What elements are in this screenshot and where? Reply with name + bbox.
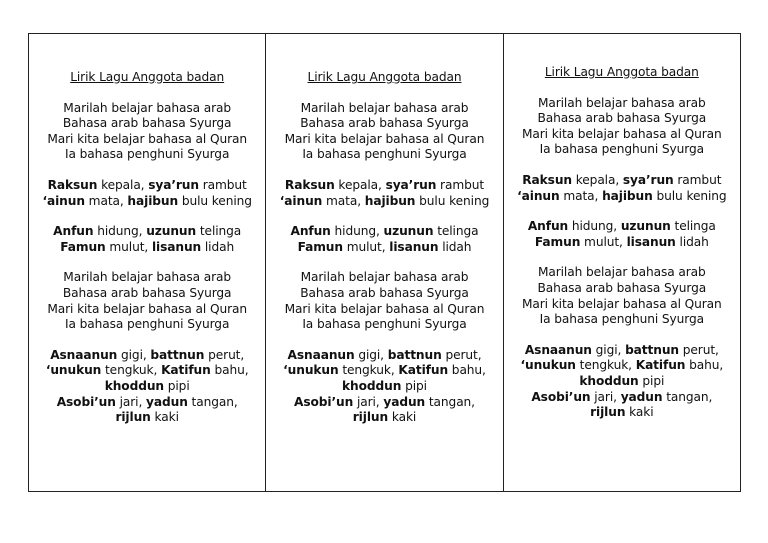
- arabic-term: yadun: [383, 394, 426, 409]
- lyrics-line: Bahasa arab bahasa Syurga: [62, 285, 232, 300]
- arabic-term: Anfun: [527, 219, 569, 234]
- lyrics-line: Mari kita belajar bahasa al Quran: [521, 296, 722, 311]
- arabic-term: hajibun: [602, 188, 653, 203]
- lyrics-line: Ia bahasa penghuni Syurga: [302, 147, 467, 162]
- lyrics-text: hidung,: [568, 219, 621, 234]
- lyrics-line: [270, 194, 498, 210]
- lyrics-stanza: [270, 348, 498, 426]
- lyrics-text: kepala,: [571, 172, 623, 187]
- arabic-term: lisanun: [151, 239, 202, 254]
- arabic-term: ‘ainun: [517, 188, 560, 203]
- lyrics-column-2: [265, 34, 502, 491]
- arabic-term: rijlun: [115, 410, 151, 425]
- lyrics-text: perut,: [679, 342, 719, 357]
- lyrics-text: mata,: [322, 193, 365, 208]
- lyrics-body: [33, 101, 261, 426]
- arabic-term: lisanun: [626, 234, 676, 249]
- lyrics-text: bulu kening: [178, 193, 252, 208]
- lyrics-line: [33, 379, 261, 395]
- arabic-term: Asobi’un: [531, 389, 591, 404]
- lyrics-line: [33, 395, 261, 426]
- lyrics-line: [270, 379, 498, 395]
- lyrics-line: [33, 178, 261, 194]
- arabic-term: Anfun: [290, 224, 331, 239]
- arabic-term: Asobi’un: [294, 394, 354, 409]
- arabic-term: Katifun: [398, 363, 449, 378]
- lyrics-stanza: [270, 270, 498, 332]
- lyrics-text: bahu,: [448, 363, 486, 378]
- lyrics-line: Mari kita belajar bahasa al Quran: [284, 301, 485, 316]
- arabic-term: Raksun: [47, 177, 98, 192]
- lyrics-text: mulut,: [105, 239, 152, 254]
- lyrics-line: Ia bahasa penghuni Syurga: [302, 317, 467, 332]
- lyrics-line: Bahasa arab bahasa Syurga: [300, 285, 469, 300]
- lyrics-line: [270, 178, 498, 194]
- lyrics-text: jari,: [353, 394, 384, 409]
- lyrics-line: [508, 173, 736, 189]
- lyrics-text: mata,: [84, 193, 128, 208]
- lyrics-text: gigi,: [354, 347, 388, 362]
- arabic-term: sya’run: [385, 177, 437, 192]
- lyrics-text: perut,: [204, 347, 245, 362]
- lyrics-line: [508, 219, 736, 235]
- lyrics-line: [33, 240, 261, 256]
- lyrics-stanza: [33, 178, 261, 209]
- lyrics-line: Bahasa arab bahasa Syurga: [537, 280, 707, 295]
- lyrics-text: kaki: [150, 410, 179, 425]
- lyrics-line: [508, 374, 736, 390]
- arabic-term: battnun: [625, 342, 679, 357]
- lyrics-text: kaki: [388, 410, 417, 425]
- arabic-term: ‘unukun: [45, 363, 102, 378]
- arabic-term: ‘unukun: [520, 358, 576, 373]
- lyrics-text: tengkuk,: [575, 358, 636, 373]
- lyrics-text: jari,: [115, 394, 147, 409]
- lyrics-stanza: [33, 101, 261, 163]
- lyrics-line: Marilah belajar bahasa arab: [537, 265, 706, 280]
- lyrics-line: [33, 224, 261, 240]
- lyrics-stanza: [33, 224, 261, 255]
- arabic-term: Raksun: [522, 172, 572, 187]
- lyrics-line: [33, 348, 261, 364]
- lyrics-line: [270, 348, 498, 364]
- arabic-term: Asnaanun: [287, 347, 355, 362]
- arabic-term: sya’run: [622, 172, 674, 187]
- lyrics-line: Ia bahasa penghuni Syurga: [64, 147, 230, 162]
- lyrics-text: bulu kening: [415, 193, 490, 208]
- lyrics-line: [270, 395, 498, 426]
- arabic-term: lisanun: [389, 239, 439, 254]
- lyrics-line: [508, 189, 736, 205]
- arabic-term: uzunun: [383, 224, 434, 239]
- lyrics-text: tangan,: [662, 389, 713, 404]
- lyrics-text: hidung,: [330, 224, 384, 239]
- lyrics-stanza: [33, 348, 261, 426]
- lyrics-line: Marilah belajar bahasa arab: [300, 100, 469, 115]
- lyrics-line: Bahasa arab bahasa Syurga: [537, 111, 707, 126]
- lyrics-text: telinga: [196, 224, 242, 239]
- lyrics-text: perut,: [441, 347, 482, 362]
- lyrics-text: tengkuk,: [338, 363, 399, 378]
- lyrics-text: pipi: [638, 373, 665, 388]
- lyrics-line: [508, 390, 736, 421]
- lyrics-column-3: [503, 34, 740, 491]
- lyrics-text: mulut,: [580, 234, 627, 249]
- lyrics-line: Ia bahasa penghuni Syurga: [64, 317, 230, 332]
- arabic-term: Katifun: [161, 363, 211, 378]
- lyrics-line: Mari kita belajar bahasa al Quran: [47, 131, 247, 146]
- arabic-term: Asobi’un: [56, 394, 116, 409]
- lyrics-line: Marilah belajar bahasa arab: [300, 270, 469, 285]
- arabic-term: yadun: [146, 394, 188, 409]
- arabic-term: uzunun: [620, 219, 671, 234]
- lyrics-line: [33, 363, 261, 379]
- lyrics-stanza: [270, 101, 498, 163]
- lyrics-sheet: [28, 33, 741, 492]
- lyrics-stanza: [508, 219, 736, 250]
- lyrics-line: Bahasa arab bahasa Syurga: [300, 116, 469, 131]
- arabic-term: Raksun: [284, 177, 335, 192]
- lyrics-text: tengkuk,: [101, 363, 162, 378]
- lyrics-line: Mari kita belajar bahasa al Quran: [521, 126, 722, 141]
- lyrics-text: bahu,: [685, 358, 724, 373]
- lyrics-line: Ia bahasa penghuni Syurga: [539, 142, 704, 157]
- lyrics-text: tangan,: [425, 394, 475, 409]
- lyrics-title: Lirik Lagu Anggota badan: [70, 70, 225, 84]
- arabic-term: hajibun: [127, 193, 179, 208]
- arabic-term: Famun: [297, 239, 343, 254]
- arabic-term: khoddun: [342, 378, 402, 393]
- lyrics-body: [270, 101, 498, 426]
- lyrics-text: bulu kening: [652, 188, 727, 203]
- arabic-term: Katifun: [635, 358, 686, 373]
- lyrics-line: Marilah belajar bahasa arab: [537, 95, 706, 110]
- lyrics-text: mulut,: [342, 239, 390, 254]
- lyrics-text: kepala,: [97, 177, 149, 192]
- lyrics-stanza: [508, 265, 736, 327]
- lyrics-line: [270, 240, 498, 256]
- arabic-term: ‘ainun: [42, 193, 85, 208]
- lyrics-line: Mari kita belajar bahasa al Quran: [47, 301, 247, 316]
- arabic-term: ‘unukun: [283, 363, 339, 378]
- lyrics-stanza: [508, 96, 736, 158]
- arabic-term: battnun: [387, 347, 442, 362]
- lyrics-text: pipi: [401, 378, 427, 393]
- lyrics-column-1: [29, 34, 265, 491]
- arabic-term: rijlun: [590, 405, 626, 420]
- lyrics-stanza: [33, 270, 261, 332]
- lyrics-line: Mari kita belajar bahasa al Quran: [284, 131, 485, 146]
- arabic-term: rijlun: [352, 410, 389, 425]
- arabic-term: Anfun: [53, 224, 94, 239]
- lyrics-line: [270, 363, 498, 379]
- lyrics-text: rambut: [436, 177, 485, 192]
- arabic-term: khoddun: [104, 378, 164, 393]
- lyrics-text: kepala,: [334, 177, 386, 192]
- lyrics-line: Ia bahasa penghuni Syurga: [539, 312, 704, 327]
- lyrics-line: Bahasa arab bahasa Syurga: [62, 116, 232, 131]
- lyrics-text: telinga: [670, 219, 716, 234]
- lyrics-line: [508, 343, 736, 359]
- lyrics-line: [508, 235, 736, 251]
- lyrics-text: jari,: [590, 389, 621, 404]
- lyrics-text: gigi,: [117, 347, 151, 362]
- lyrics-stanza: [270, 178, 498, 209]
- arabic-term: battnun: [150, 347, 205, 362]
- arabic-term: khoddun: [579, 373, 639, 388]
- lyrics-text: hidung,: [93, 224, 147, 239]
- arabic-term: Asnaanun: [524, 342, 592, 357]
- arabic-term: uzunun: [146, 224, 197, 239]
- lyrics-line: [270, 224, 498, 240]
- arabic-term: ‘ainun: [279, 193, 323, 208]
- lyrics-text: lidah: [675, 234, 709, 249]
- lyrics-stanza: [508, 343, 736, 421]
- lyrics-line: Marilah belajar bahasa arab: [63, 270, 232, 285]
- lyrics-text: mata,: [559, 188, 603, 203]
- lyrics-line: Marilah belajar bahasa arab: [63, 100, 232, 115]
- lyrics-text: rambut: [198, 177, 247, 192]
- lyrics-stanza: [508, 173, 736, 204]
- lyrics-text: kaki: [625, 405, 654, 420]
- arabic-term: sya’run: [148, 177, 199, 192]
- arabic-term: Famun: [534, 234, 581, 249]
- lyrics-title: Lirik Lagu Anggota badan: [307, 70, 462, 84]
- lyrics-text: lidah: [438, 239, 472, 254]
- lyrics-body: [508, 96, 736, 421]
- lyrics-text: lidah: [201, 239, 235, 254]
- lyrics-text: bahu,: [210, 363, 249, 378]
- lyrics-line: [508, 358, 736, 374]
- lyrics-line: [33, 194, 261, 210]
- arabic-term: yadun: [620, 389, 663, 404]
- lyrics-text: rambut: [673, 172, 722, 187]
- lyrics-text: pipi: [163, 378, 190, 393]
- arabic-term: Asnaanun: [50, 347, 118, 362]
- lyrics-text: gigi,: [591, 342, 626, 357]
- arabic-term: hajibun: [364, 193, 416, 208]
- lyrics-text: tangan,: [187, 394, 238, 409]
- lyrics-title: Lirik Lagu Anggota badan: [544, 65, 699, 79]
- lyrics-text: telinga: [433, 224, 479, 239]
- arabic-term: Famun: [60, 239, 106, 254]
- lyrics-stanza: [270, 224, 498, 255]
